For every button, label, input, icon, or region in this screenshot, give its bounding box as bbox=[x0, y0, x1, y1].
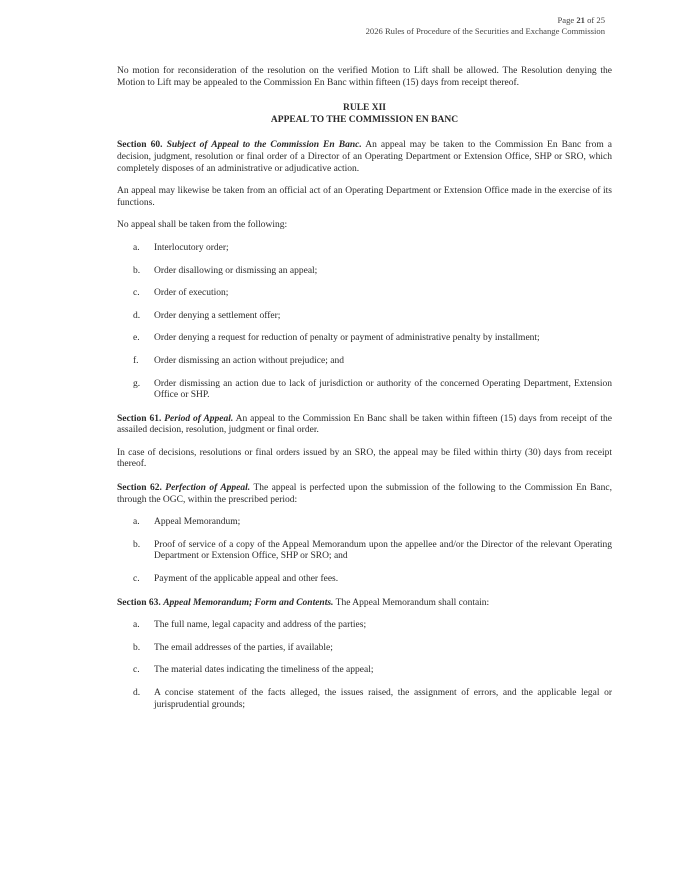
page-number bbox=[366, 15, 605, 26]
list-letter: a. bbox=[133, 517, 140, 528]
section-61-number: Section 61. bbox=[117, 413, 162, 424]
section-63-title: Appeal Memorandum; Form and Contents. bbox=[163, 597, 334, 608]
list-item bbox=[117, 517, 612, 529]
list-letter: b. bbox=[133, 539, 141, 550]
list-letter: d. bbox=[133, 310, 141, 321]
section-61-text: An appeal to the Commission En Banc shall be taken within fifteen (15) days from receipt of the assailed decision, resolution, judgment or final order. bbox=[117, 413, 613, 436]
page-header bbox=[366, 15, 605, 37]
section-62-list bbox=[117, 517, 612, 585]
section-62-text: The appeal is perfected upon the submission of the following to the Commission En Banc, through the OGC, within the prescribed period: bbox=[117, 483, 612, 505]
list-text: Order of execution; bbox=[154, 288, 229, 299]
list-letter: c. bbox=[133, 288, 140, 299]
document-title: 2026 Rules of Procedure of the Securities and Exchange Commission bbox=[365, 26, 605, 36]
section-61-paragraph-2: In case of decisions, resolutions or final orders issued by an SRO, the appeal may be filed within thirty (30) days from receipt thereof. bbox=[117, 447, 612, 470]
list-text: Order denying a request for reduction of penalty or payment of administrative penalty by installment; bbox=[154, 333, 540, 344]
list-item bbox=[117, 665, 612, 677]
list-item bbox=[117, 243, 612, 255]
page-current: 21 bbox=[576, 15, 585, 25]
list-item bbox=[117, 574, 612, 586]
list-text: Proof of service of a copy of the Appeal Memorandum upon the appellee and/or the Director of the relevant Operating Department or Extension Office, SHP or SRO; and bbox=[154, 539, 612, 562]
list-text: Order denying a settlement offer; bbox=[154, 310, 281, 321]
list-letter: b. bbox=[133, 642, 141, 653]
list-item bbox=[117, 620, 612, 632]
list-letter: e. bbox=[133, 333, 140, 344]
section-60-list bbox=[117, 243, 612, 402]
list-letter: b. bbox=[133, 265, 141, 276]
list-letter: c. bbox=[133, 665, 140, 676]
list-item bbox=[117, 288, 612, 300]
list-item bbox=[117, 266, 612, 278]
document-body bbox=[117, 66, 612, 711]
section-61-paragraph bbox=[117, 414, 612, 437]
list-letter: d. bbox=[133, 688, 141, 698]
list-item bbox=[117, 311, 612, 323]
list-item bbox=[117, 379, 612, 402]
section-62-paragraph bbox=[117, 483, 612, 506]
section-63-paragraph bbox=[117, 598, 612, 610]
list-text: Payment of the applicable appeal and other fees. bbox=[154, 574, 339, 585]
intro-paragraph: No motion for reconsideration of the resolution on the verified Motion to Lift shall be allowed. The Resolution denying the Motion to Lift may be appealed to the Commission En Banc within fifteen (15) days from receipt thereof. bbox=[117, 66, 612, 88]
list-letter: f. bbox=[133, 355, 139, 366]
list-letter: a. bbox=[133, 242, 140, 253]
list-text: The full name, legal capacity and address of the parties; bbox=[154, 620, 367, 631]
page-total: of 25 bbox=[587, 15, 605, 25]
list-text: Interlocutory order; bbox=[154, 242, 229, 253]
list-text: The email addresses of the parties, if available; bbox=[154, 642, 333, 653]
section-63-list bbox=[117, 620, 612, 711]
rule-title: APPEAL TO THE COMMISSION EN BANC bbox=[270, 114, 459, 125]
list-text: The material dates indicating the timeliness of the appeal; bbox=[154, 665, 374, 676]
section-60-paragraph-2: An appeal may likewise be taken from an official act of an Operating Department or Extension Office made in the exercise of its functions. bbox=[117, 186, 612, 208]
list-text: Appeal Memorandum; bbox=[154, 517, 241, 528]
list-text: A concise statement of the facts alleged, the issues raised, the assignment of errors, and the applicable legal or jurisprudential grounds; bbox=[154, 688, 612, 710]
list-text: Order dismissing an action without prejudice; and bbox=[154, 355, 344, 366]
section-61-title: Period of Appeal. bbox=[164, 413, 234, 424]
list-letter: a. bbox=[133, 620, 140, 631]
section-60-number: Section 60. bbox=[117, 140, 163, 151]
section-60-paragraph-3: No appeal shall be taken from the following: bbox=[117, 220, 288, 231]
rule-heading bbox=[117, 103, 612, 126]
section-62-number: Section 62. bbox=[117, 483, 162, 494]
section-60-paragraph bbox=[117, 140, 612, 175]
list-item bbox=[117, 333, 612, 345]
list-item bbox=[117, 540, 612, 563]
list-text: Order dismissing an action due to lack of jurisdiction or authority of the concerned Operating Department, Extension Office or SHP. bbox=[154, 378, 612, 401]
rule-number: RULE XII bbox=[342, 103, 387, 114]
list-letter: g. bbox=[133, 378, 141, 389]
list-letter: c. bbox=[133, 574, 140, 585]
list-text: Order disallowing or dismissing an appeal; bbox=[154, 265, 318, 276]
list-item bbox=[117, 356, 612, 368]
section-60-title: Subject of Appeal to the Commission En Banc. bbox=[166, 140, 362, 151]
section-63-text: The Appeal Memorandum shall contain: bbox=[335, 597, 490, 608]
section-62-title: Perfection of Appeal. bbox=[165, 483, 251, 494]
list-item bbox=[117, 688, 612, 711]
section-63-number: Section 63. bbox=[117, 597, 161, 608]
section-60-text: An appeal may be taken to the Commission En Banc from a decision, judgment, resolution or final order of a Director of an Operating Department or Extension Office, SHP or SRO, which completely disposes of an administrative or adjudicative action. bbox=[117, 140, 612, 174]
list-item bbox=[117, 643, 612, 655]
page-prefix: Page bbox=[557, 15, 575, 25]
